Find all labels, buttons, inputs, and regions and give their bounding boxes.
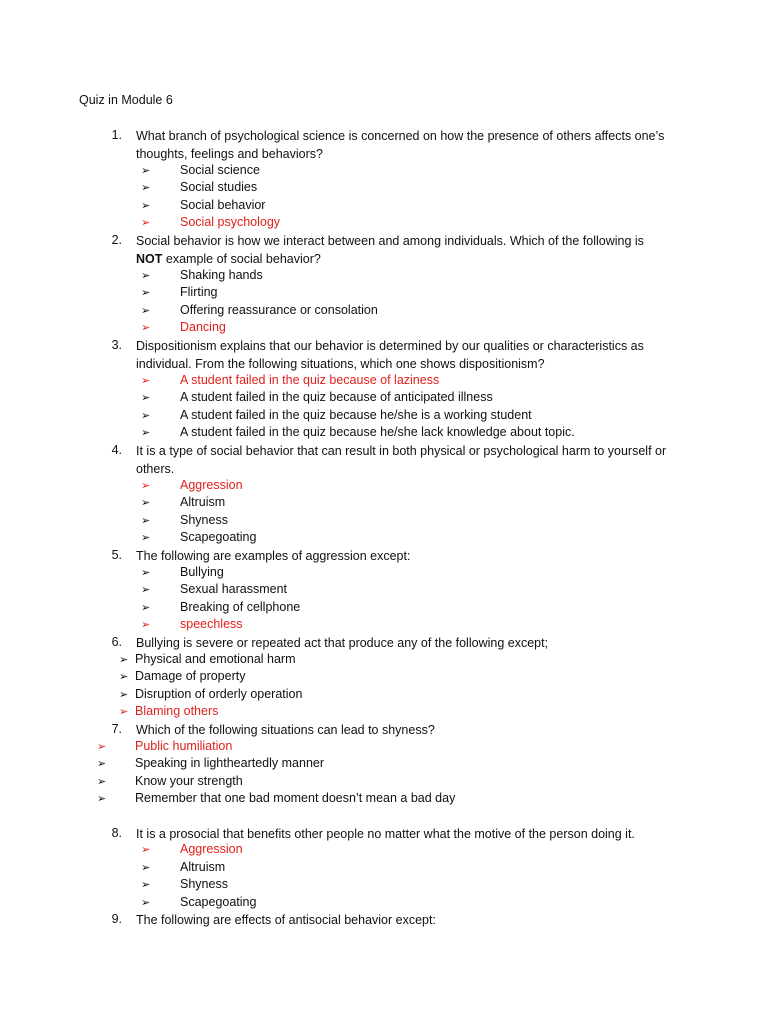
answer-option: Disruption of orderly operation <box>135 687 303 701</box>
arrow-bullet-icon: ➢ <box>119 671 129 683</box>
answer-option: Scapegoating <box>180 895 257 909</box>
answer-option: Breaking of cellphone <box>180 600 301 614</box>
arrow-bullet-icon: ➢ <box>119 654 129 666</box>
answer-option: Know your strength <box>135 774 243 788</box>
arrow-bullet-icon: ➢ <box>141 305 151 317</box>
question-number: 1. <box>111 128 122 142</box>
arrow-bullet-icon: ➢ <box>141 375 151 387</box>
correct-answer-option: Public humiliation <box>135 739 233 753</box>
question-text: Bullying is severe or repeated act that produce any of the following except; <box>136 636 549 650</box>
question-number: 6. <box>111 635 122 649</box>
correct-answer-option: Dancing <box>180 320 226 334</box>
question-text: The following are examples of aggression except: <box>136 549 411 563</box>
answer-option: Damage of property <box>135 669 246 683</box>
question-text: The following are effects of antisocial behavior except: <box>136 913 436 927</box>
correct-answer-option: Social psychology <box>180 215 281 229</box>
answer-option: Social behavior <box>180 198 266 212</box>
answer-option: Remember that one bad moment doesn’t mean a bad day <box>135 791 456 805</box>
arrow-bullet-icon: ➢ <box>141 879 151 891</box>
question-number: 3. <box>111 338 122 352</box>
arrow-bullet-icon: ➢ <box>141 515 151 527</box>
arrow-bullet-icon: ➢ <box>97 793 107 805</box>
question-text: It is a type of social behavior that can result in both physical or psychological harm to yourself or others. <box>136 444 667 476</box>
emphasis-not: NOT <box>136 251 163 266</box>
arrow-bullet-icon: ➢ <box>141 270 151 282</box>
answer-option: Social science <box>180 163 260 177</box>
arrow-bullet-icon: ➢ <box>141 182 151 194</box>
answer-option: Social studies <box>180 180 258 194</box>
arrow-bullet-icon: ➢ <box>141 602 151 614</box>
correct-answer-option: Blaming others <box>135 704 219 718</box>
answer-option: Sexual harassment <box>180 582 288 596</box>
question-text-part: example of social behavior? <box>165 251 321 266</box>
correct-answer-option: Aggression <box>180 842 243 856</box>
arrow-bullet-icon: ➢ <box>119 706 129 718</box>
arrow-bullet-icon: ➢ <box>141 392 151 404</box>
arrow-bullet-icon: ➢ <box>141 200 151 212</box>
answer-option: Shyness <box>180 877 228 891</box>
arrow-bullet-icon: ➢ <box>141 322 151 334</box>
question-text: What branch of psychological science is concerned on how the presence of others affects one’s thoughts, feelings and behaviors? <box>136 129 665 161</box>
correct-answer-option: Aggression <box>180 478 243 492</box>
arrow-bullet-icon: ➢ <box>97 758 107 770</box>
arrow-bullet-icon: ➢ <box>141 897 151 909</box>
arrow-bullet-icon: ➢ <box>141 480 151 492</box>
question-text: Which of the following situations can lead to shyness? <box>136 723 435 737</box>
arrow-bullet-icon: ➢ <box>141 844 151 856</box>
page-title: Quiz in Module 6 <box>79 93 173 107</box>
arrow-bullet-icon: ➢ <box>141 567 151 579</box>
question-number: 4. <box>111 443 122 457</box>
arrow-bullet-icon: ➢ <box>141 532 151 544</box>
answer-option: Speaking in lightheartedly manner <box>135 756 325 770</box>
answer-option: Shaking hands <box>180 268 263 282</box>
arrow-bullet-icon: ➢ <box>141 619 151 631</box>
question-number: 7. <box>111 722 122 736</box>
question-text: Dispositionism explains that our behavior is determined by our qualities or characteristics as individual. From the following situations, which one shows dispositionism? <box>136 339 644 371</box>
arrow-bullet-icon: ➢ <box>141 427 151 439</box>
answer-option: A student failed in the quiz because he/she lack knowledge about topic. <box>180 425 575 439</box>
answer-option: Bullying <box>180 565 224 579</box>
answer-option: A student failed in the quiz because he/she is a working student <box>180 408 532 422</box>
arrow-bullet-icon: ➢ <box>141 584 151 596</box>
arrow-bullet-icon: ➢ <box>141 862 151 874</box>
question-number: 2. <box>111 233 122 247</box>
arrow-bullet-icon: ➢ <box>141 497 151 509</box>
answer-option: A student failed in the quiz because of anticipated illness <box>180 390 493 404</box>
answer-option: Altruism <box>180 495 226 509</box>
question-number: 5. <box>111 548 122 562</box>
answer-option: Scapegoating <box>180 530 257 544</box>
arrow-bullet-icon: ➢ <box>119 689 129 701</box>
answer-option: Physical and emotional harm <box>135 652 296 666</box>
arrow-bullet-icon: ➢ <box>141 217 151 229</box>
arrow-bullet-icon: ➢ <box>97 741 107 753</box>
arrow-bullet-icon: ➢ <box>141 165 151 177</box>
answer-option: Shyness <box>180 513 228 527</box>
arrow-bullet-icon: ➢ <box>141 410 151 422</box>
answer-option: Offering reassurance or consolation <box>180 303 378 317</box>
answer-option: Flirting <box>180 285 218 299</box>
arrow-bullet-icon: ➢ <box>141 287 151 299</box>
correct-answer-option: speechless <box>180 617 243 631</box>
question-number: 8. <box>111 826 122 840</box>
question-text: It is a prosocial that benefits other people no matter what the motive of the person doing it. <box>136 827 635 841</box>
correct-answer-option: A student failed in the quiz because of laziness <box>180 373 440 387</box>
arrow-bullet-icon: ➢ <box>97 776 107 788</box>
question-text-part: Social behavior is how we interact between and among individuals. Which of the following is <box>136 234 644 248</box>
answer-option: Altruism <box>180 860 226 874</box>
question-text <box>136 233 696 268</box>
question-number: 9. <box>111 912 122 926</box>
